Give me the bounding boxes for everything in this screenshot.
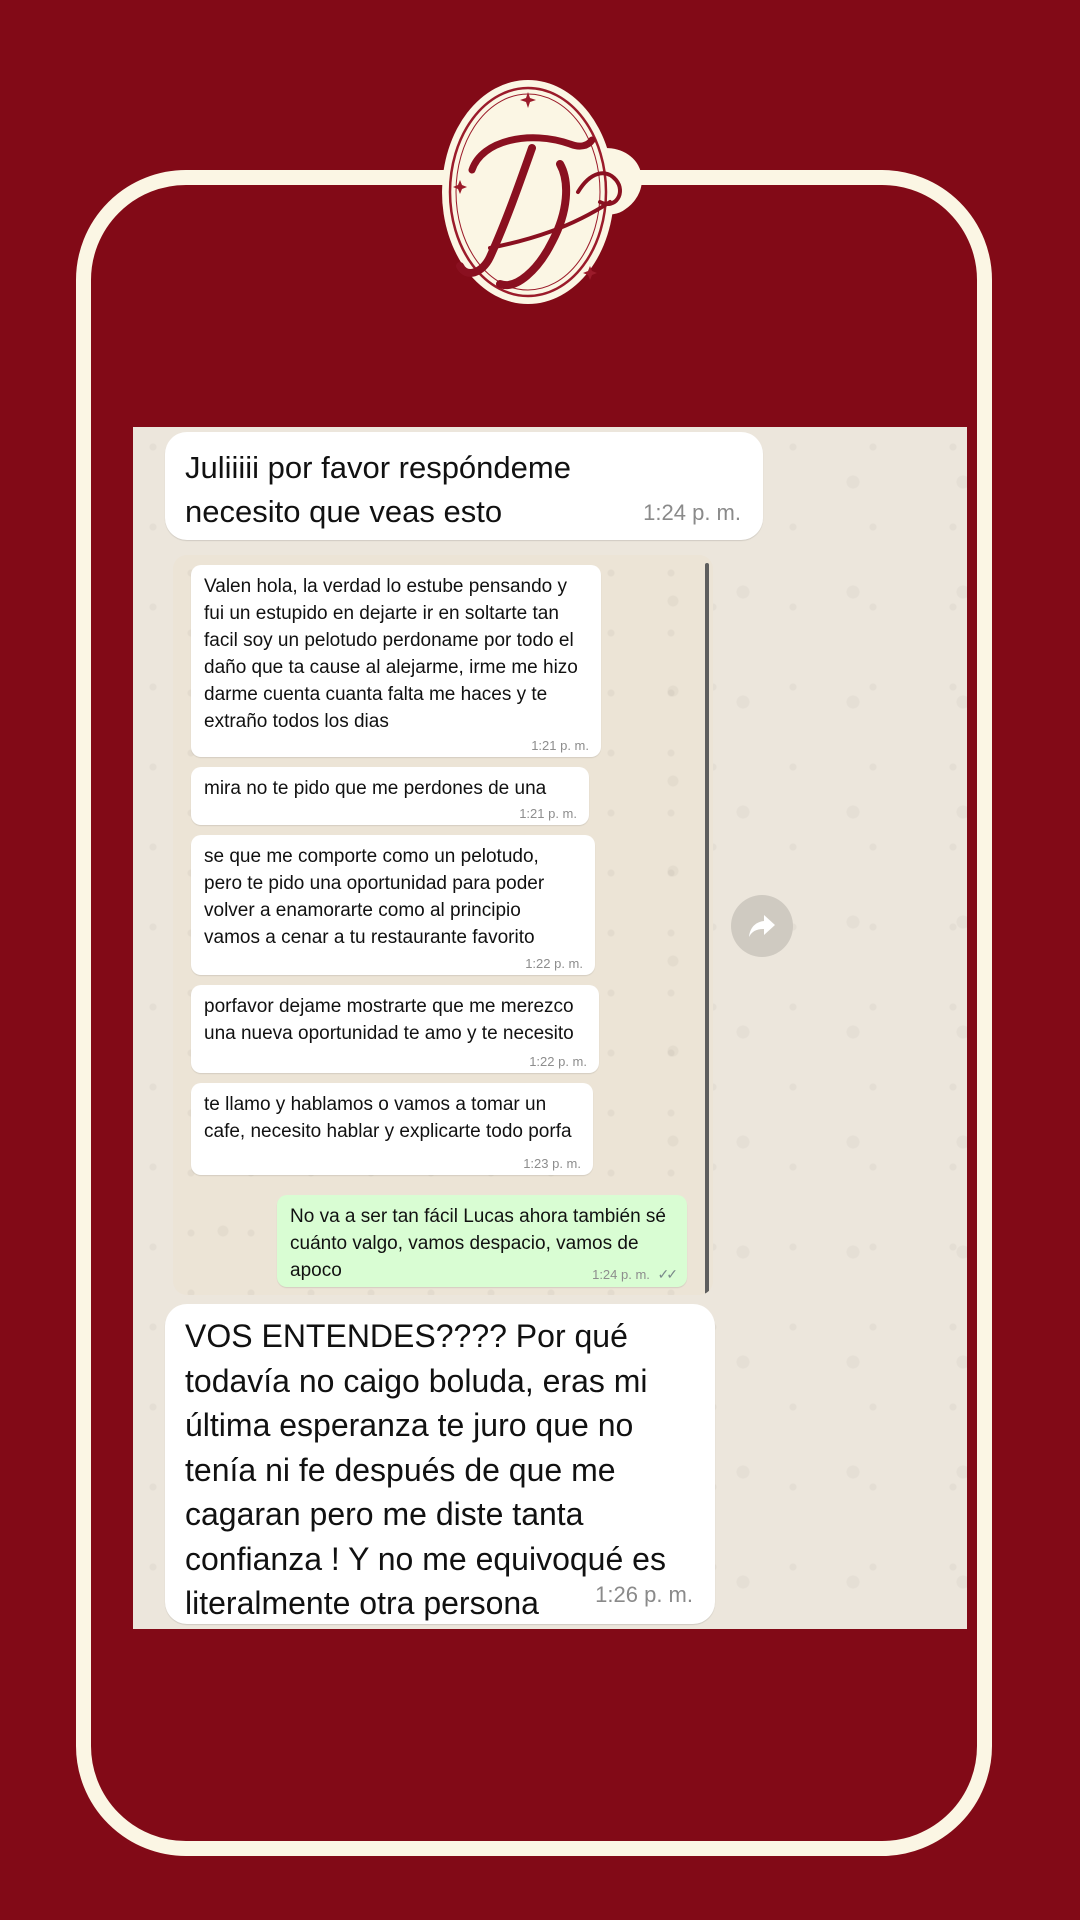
incoming-message-top [165,432,763,540]
message-text: mira no te pido que me perdones de una [204,778,547,799]
scrollbar [705,563,709,1295]
message-time: 1:24 p. m. [592,1267,650,1282]
chat-screenshot [133,427,967,1629]
message-text: porfavor dejame mostrarte que me merezco una nueva oportunidad te amo y te necesito [204,996,574,1044]
embedded-message-6-outgoing [277,1195,687,1287]
double-check-icon: ✓✓ [657,1266,675,1282]
message-time: 1:24 p. m. [643,500,741,525]
message-time: 1:26 p. m. [595,1582,693,1607]
embedded-message-5 [191,1083,593,1175]
message-text: Juliiiii por favor respóndeme necesito que veas esto [185,450,571,529]
message-text: VOS ENTENDES???? Por qué todavía no caigo boluda, eras mi última esperanza te juro que no tenía ni fe después de que me cagaran pero me diste tanta confianza ! Y no me equivoqué es literalmente otra persona [185,1318,666,1621]
forward-arrow-icon[interactable] [731,895,793,957]
message-time: 1:21 p. m. [531,738,589,753]
embedded-message-4 [191,985,599,1073]
forward-arrow-icon-glyph [747,913,777,939]
message-time: 1:21 p. m. [519,806,577,821]
embedded-chat-screenshot [173,555,713,1295]
embedded-message-1 [191,565,601,757]
message-text: te llamo y hablamos o vamos a tomar un cafe, necesito hablar y explicarte todo porfa [204,1094,572,1142]
message-time: 1:22 p. m. [525,956,583,971]
message-time: 1:23 p. m. [523,1156,581,1171]
embedded-message-2 [191,767,589,825]
message-time: 1:22 p. m. [529,1054,587,1069]
embedded-message-3 [191,835,595,975]
message-time-row [592,1266,675,1283]
message-text: Valen hola, la verdad lo estube pensando y fui un estupido en dejarte ir en soltarte tan facil soy un pelotudo perdoname por todo el daño que ta cause al alejarme, irme me hizo darme cuenta cuanta falta me haces y te extraño todos los dias [204,576,578,732]
message-text: No va a ser tan fácil Lucas ahora también sé cuánto valgo, vamos despacio, vamos de apoco [290,1206,666,1281]
tj-monogram-logo [420,52,670,332]
incoming-message-bottom [165,1304,715,1624]
message-text: se que me comporte como un pelotudo, pero te pido una oportunidad para poder volver a enamorarte como al principio vamos a cenar a tu restaurante favorito [204,846,545,948]
